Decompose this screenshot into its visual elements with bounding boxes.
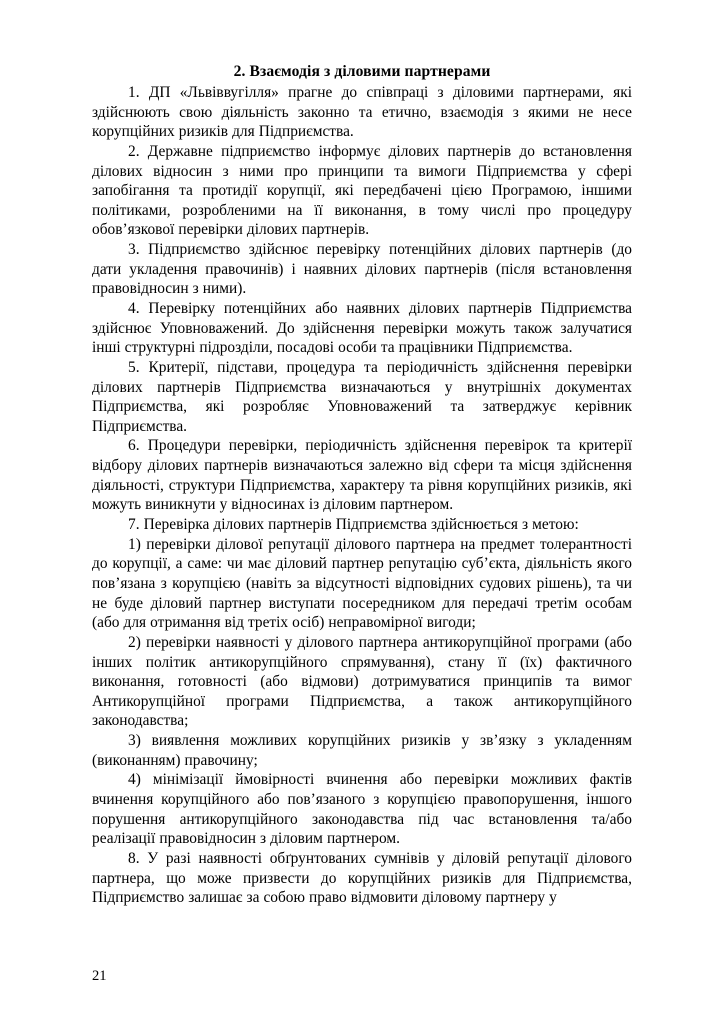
paragraph-2: 2. Державне підприємство інформує ділових партнерів до встановлення ділових відносин з ними про принципи та вимоги Підприємства у сфері запобігання та протидії корупції, які передбачені цією Програмою, іншими політиками, розробленими на її виконання, в тому числі про процедуру обов’язкової перевірки ділових партнерів. (92, 142, 632, 239)
page-number: 21 (92, 968, 107, 985)
paragraph-3: 3. Підприємство здійснює перевірку потенційних ділових партнерів (до дати укладення правочинів) і наявних ділових партнерів (після встановлення правовідносин з ними). (92, 241, 632, 298)
paragraph-5: 5. Критерії, підстави, процедура та періодичність здійснення перевірки ділових партнерів Підприємства визначаються у внутрішніх документах Підприємства, які розробляє Уповноважений та затверджує керівник Підприємства. (92, 358, 632, 435)
paragraph-7-item-2: 2) перевірки наявності у ділового партнера антикорупційної програми (або інших політик антикорупційного спрямування), стану її (їх) фактичного виконання, готовності (або відмови) дотримуватися принципів та вимог Антикорупційної програми Підприємства, а також антикорупційного законодавства; (92, 633, 632, 730)
paragraph-6: 6. Процедури перевірки, періодичність здійснення перевірок та критерії відбору ділових партнерів визначаються залежно від сфери та місця здійснення діяльності, структури Підприємства, характеру та рівня корупційних ризиків, які можуть виникнути у відносинах із діловим партнером. (92, 437, 632, 514)
paragraph-7-item-3: 3) виявлення можливих корупційних ризиків у зв’язку з укладенням (виконанням) правочину; (92, 732, 632, 769)
paragraph-7-item-1: 1) перевірки ділової репутації ділового партнера на предмет толерантності до корупції, а саме: чи має діловий партнер репутацію суб’єкта, діяльність якого пов’язана з корупцією (навіть за відсутності відповідних судових рішень), та чи не буде діловий партнер виступати посередником для передачі третім особам (або для отримання від третіх осіб) неправомірної вигоди; (92, 535, 632, 632)
paragraph-7-item-4: 4) мінімізації ймовірності вчинення або перевірки можливих фактів вчинення корупційного або пов’язаного з корупцією правопорушення, іншого порушення антикорупційного законодавства під час встановлення та/або реалізації правовідносин з діловим партнером. (92, 771, 632, 848)
paragraph-1: 1. ДП «Львіввугілля» прагне до співпраці з діловими партнерами, які здійснюють свою діяльність законно та етично, взаємодія з якими не несе корупційних ризиків для Підприємства. (92, 83, 632, 141)
section-heading: 2. Взаємодія з діловими партнерами (233, 63, 491, 80)
document-body (92, 62, 632, 908)
paragraph-8: 8. У разі наявності обґрунтованих сумнівів у діловій репутації ділового партнера, що може призвести до корупційних ризиків для Підприємства, Підприємство залишає за собою право відмовити діловому партнеру у (92, 849, 632, 907)
paragraph-7: 7. Перевірка ділових партнерів Підприємства здійснюється з метою: (128, 516, 579, 534)
paragraph-4: 4. Перевірку потенційних або наявних ділових партнерів Підприємства здійснює Уповноважений. До здійснення перевірки можуть також залучатися інші структурні підрозділи, посадові особи та працівники Підприємства. (92, 300, 632, 357)
